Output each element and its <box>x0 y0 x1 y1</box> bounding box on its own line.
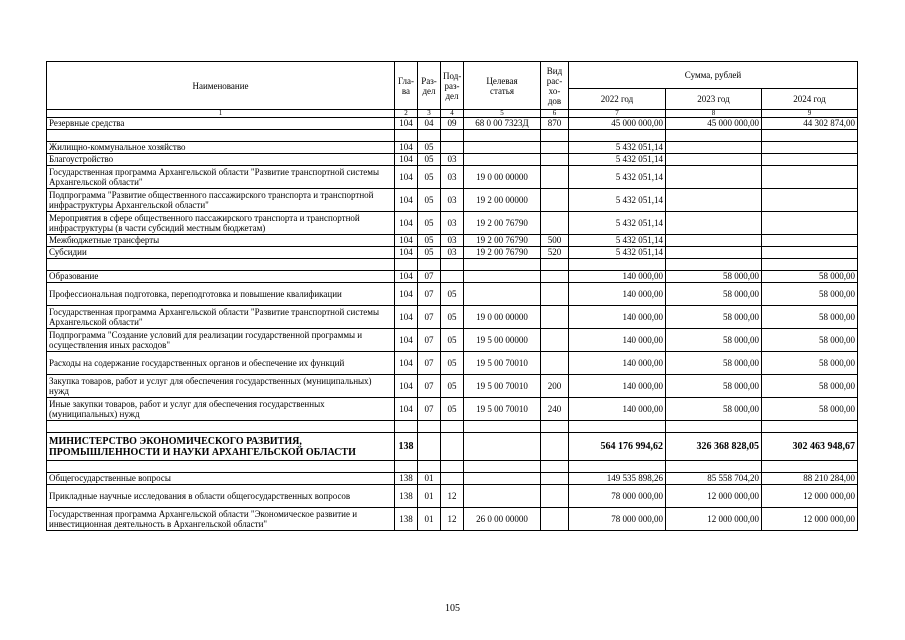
table-row <box>47 398 858 421</box>
empty-cell <box>762 259 858 271</box>
header-year-2022: 2022 год <box>569 89 666 110</box>
header-vid: Вид рас- хо- дов <box>541 62 569 110</box>
target-cell: 19 5 00 00000 <box>464 329 541 352</box>
glava-cell: 104 <box>395 283 418 306</box>
razdel-cell: 07 <box>418 306 441 329</box>
sum-2022-cell: 149 535 898,26 <box>569 473 666 485</box>
sum-2023-cell: 58 000,00 <box>666 283 762 306</box>
sum-2023-cell: 58 000,00 <box>666 398 762 421</box>
podrazdel-cell <box>441 433 464 461</box>
empty-cell <box>418 421 441 433</box>
podrazdel-cell: 05 <box>441 375 464 398</box>
spacer-row <box>47 130 858 142</box>
glava-cell: 104 <box>395 235 418 247</box>
sum-2022-cell: 140 000,00 <box>569 352 666 375</box>
name-cell: Резервные средства <box>47 118 395 130</box>
target-cell: 19 0 00 00000 <box>464 306 541 329</box>
sum-2024-cell: 58 000,00 <box>762 329 858 352</box>
podrazdel-cell: 03 <box>441 154 464 166</box>
vid-cell: 240 <box>541 398 569 421</box>
target-cell: 19 5 00 70010 <box>464 375 541 398</box>
sum-2024-cell: 302 463 948,67 <box>762 433 858 461</box>
glava-cell: 104 <box>395 247 418 259</box>
header-target: Целевая статья <box>464 62 541 110</box>
vid-cell <box>541 352 569 375</box>
glava-cell: 104 <box>395 271 418 283</box>
empty-cell <box>666 259 762 271</box>
name-cell: Закупка товаров, работ и услуг для обеспечения государственных (муниципальных) нужд <box>47 375 395 398</box>
name-cell: Мероприятия в сфере общественного пассажирского транспорта и транспортной инфраструктуры (в части субсидий местным бюджетам) <box>47 212 395 235</box>
razdel-cell: 05 <box>418 142 441 154</box>
vid-cell <box>541 212 569 235</box>
razdel-cell: 05 <box>418 166 441 189</box>
sum-2024-cell <box>762 189 858 212</box>
header-name: Наименование <box>47 62 395 110</box>
empty-cell <box>569 259 666 271</box>
empty-cell <box>395 421 418 433</box>
empty-cell <box>47 259 395 271</box>
empty-cell <box>569 461 666 473</box>
empty-cell <box>569 130 666 142</box>
empty-cell <box>762 130 858 142</box>
podrazdel-cell: 03 <box>441 212 464 235</box>
sum-2022-cell: 5 432 051,14 <box>569 154 666 166</box>
empty-cell <box>464 421 541 433</box>
target-cell <box>464 433 541 461</box>
empty-cell <box>541 259 569 271</box>
vid-cell: 870 <box>541 118 569 130</box>
glava-cell: 104 <box>395 329 418 352</box>
razdel-cell: 05 <box>418 247 441 259</box>
spacer-row <box>47 259 858 271</box>
empty-cell <box>666 461 762 473</box>
table-row <box>47 247 858 259</box>
vid-cell <box>541 485 569 508</box>
sum-2023-cell: 58 000,00 <box>666 306 762 329</box>
target-cell <box>464 154 541 166</box>
glava-cell: 104 <box>395 118 418 130</box>
glava-cell: 138 <box>395 485 418 508</box>
empty-cell <box>762 421 858 433</box>
empty-cell <box>762 461 858 473</box>
name-cell: Субсидии <box>47 247 395 259</box>
vid-cell: 500 <box>541 235 569 247</box>
sum-2023-cell: 58 000,00 <box>666 352 762 375</box>
table-row <box>47 473 858 485</box>
razdel-cell: 07 <box>418 283 441 306</box>
empty-cell <box>541 130 569 142</box>
sum-2022-cell: 564 176 994,62 <box>569 433 666 461</box>
empty-cell <box>395 130 418 142</box>
sum-2024-cell: 12 000 000,00 <box>762 485 858 508</box>
column-number: 4 <box>441 110 464 118</box>
empty-cell <box>395 461 418 473</box>
podrazdel-cell: 05 <box>441 306 464 329</box>
column-number: 1 <box>47 110 395 118</box>
empty-cell <box>47 130 395 142</box>
column-number: 9 <box>762 110 858 118</box>
vid-cell <box>541 306 569 329</box>
podrazdel-cell: 12 <box>441 485 464 508</box>
header-glava: Гла- ва <box>395 62 418 110</box>
name-cell: Государственная программа Архангельской области "Экономическое развитие и инвестиционная деятельность в Архангельской области" <box>47 508 395 531</box>
vid-cell <box>541 283 569 306</box>
sum-2023-cell <box>666 235 762 247</box>
sum-2023-cell: 58 000,00 <box>666 329 762 352</box>
target-cell <box>464 283 541 306</box>
sum-2024-cell <box>762 154 858 166</box>
sum-2022-cell: 140 000,00 <box>569 398 666 421</box>
table-row <box>47 352 858 375</box>
table-row <box>47 283 858 306</box>
table-row <box>47 329 858 352</box>
table-row <box>47 433 858 461</box>
podrazdel-cell <box>441 142 464 154</box>
empty-cell <box>47 461 395 473</box>
razdel-cell: 07 <box>418 271 441 283</box>
target-cell: 19 2 00 76790 <box>464 247 541 259</box>
sum-2023-cell: 58 000,00 <box>666 375 762 398</box>
vid-cell: 200 <box>541 375 569 398</box>
table-row <box>47 485 858 508</box>
sum-2024-cell <box>762 247 858 259</box>
vid-cell <box>541 433 569 461</box>
empty-cell <box>47 421 395 433</box>
sum-2023-cell: 326 368 828,05 <box>666 433 762 461</box>
header-podrazdel: Под- раз- дел <box>441 62 464 110</box>
sum-2023-cell: 12 000 000,00 <box>666 485 762 508</box>
razdel-cell <box>418 433 441 461</box>
column-number-row <box>47 110 858 118</box>
sum-2023-cell <box>666 154 762 166</box>
sum-2024-cell: 88 210 284,00 <box>762 473 858 485</box>
empty-cell <box>418 259 441 271</box>
header-razdel: Раз- дел <box>418 62 441 110</box>
sum-2023-cell <box>666 166 762 189</box>
podrazdel-cell: 12 <box>441 508 464 531</box>
sum-2022-cell: 140 000,00 <box>569 271 666 283</box>
podrazdel-cell: 05 <box>441 398 464 421</box>
razdel-cell: 05 <box>418 189 441 212</box>
table-row <box>47 118 858 130</box>
column-number: 8 <box>666 110 762 118</box>
sum-2024-cell: 58 000,00 <box>762 271 858 283</box>
glava-cell: 104 <box>395 189 418 212</box>
sum-2024-cell <box>762 235 858 247</box>
podrazdel-cell: 03 <box>441 166 464 189</box>
glava-cell: 138 <box>395 508 418 531</box>
name-cell: Профессиональная подготовка, переподготовка и повышение квалификации <box>47 283 395 306</box>
podrazdel-cell <box>441 473 464 485</box>
page-number: 105 <box>445 603 460 614</box>
razdel-cell: 01 <box>418 473 441 485</box>
empty-cell <box>666 130 762 142</box>
sum-2024-cell: 58 000,00 <box>762 283 858 306</box>
column-number: 3 <box>418 110 441 118</box>
vid-cell <box>541 166 569 189</box>
vid-cell <box>541 271 569 283</box>
table-row <box>47 306 858 329</box>
empty-cell <box>395 259 418 271</box>
sum-2023-cell: 85 558 704,20 <box>666 473 762 485</box>
glava-cell: 138 <box>395 473 418 485</box>
podrazdel-cell <box>441 271 464 283</box>
vid-cell: 520 <box>541 247 569 259</box>
name-cell: Расходы на содержание государственных органов и обеспечение их функций <box>47 352 395 375</box>
sum-2022-cell: 78 000 000,00 <box>569 485 666 508</box>
razdel-cell: 07 <box>418 329 441 352</box>
sum-2023-cell <box>666 142 762 154</box>
name-cell: Государственная программа Архангельской области "Развитие транспортной системы Архангельской области" <box>47 306 395 329</box>
target-cell: 19 5 00 70010 <box>464 398 541 421</box>
empty-cell <box>541 461 569 473</box>
podrazdel-cell: 09 <box>441 118 464 130</box>
sum-2023-cell: 12 000 000,00 <box>666 508 762 531</box>
table-row <box>47 235 858 247</box>
table-row <box>47 189 858 212</box>
empty-cell <box>464 130 541 142</box>
sum-2024-cell <box>762 142 858 154</box>
sum-2024-cell <box>762 212 858 235</box>
column-number: 6 <box>541 110 569 118</box>
empty-cell <box>464 259 541 271</box>
sum-2023-cell: 58 000,00 <box>666 271 762 283</box>
sum-2024-cell: 58 000,00 <box>762 306 858 329</box>
table-row <box>47 508 858 531</box>
empty-cell <box>441 259 464 271</box>
razdel-cell: 07 <box>418 352 441 375</box>
spacer-row <box>47 421 858 433</box>
vid-cell <box>541 154 569 166</box>
glava-cell: 104 <box>395 142 418 154</box>
glava-cell: 104 <box>395 306 418 329</box>
sum-2024-cell: 58 000,00 <box>762 352 858 375</box>
glava-cell: 104 <box>395 352 418 375</box>
razdel-cell: 01 <box>418 508 441 531</box>
sum-2022-cell: 45 000 000,00 <box>569 118 666 130</box>
header-year-2024: 2024 год <box>762 89 858 110</box>
glava-cell: 104 <box>395 375 418 398</box>
podrazdel-cell: 05 <box>441 352 464 375</box>
podrazdel-cell: 03 <box>441 247 464 259</box>
podrazdel-cell: 05 <box>441 329 464 352</box>
empty-cell <box>418 461 441 473</box>
column-number: 7 <box>569 110 666 118</box>
podrazdel-cell: 05 <box>441 283 464 306</box>
sum-2022-cell: 5 432 051,14 <box>569 247 666 259</box>
target-cell: 19 0 00 00000 <box>464 166 541 189</box>
name-cell: Общегосударственные вопросы <box>47 473 395 485</box>
sum-2022-cell: 5 432 051,14 <box>569 189 666 212</box>
target-cell: 26 0 00 00000 <box>464 508 541 531</box>
sum-2024-cell: 12 000 000,00 <box>762 508 858 531</box>
target-cell: 68 0 00 7323Д <box>464 118 541 130</box>
razdel-cell: 01 <box>418 485 441 508</box>
sum-2022-cell: 140 000,00 <box>569 306 666 329</box>
vid-cell <box>541 189 569 212</box>
table-row <box>47 166 858 189</box>
sum-2022-cell: 140 000,00 <box>569 283 666 306</box>
target-cell <box>464 142 541 154</box>
column-number: 2 <box>395 110 418 118</box>
razdel-cell: 04 <box>418 118 441 130</box>
glava-cell: 104 <box>395 154 418 166</box>
name-cell: Прикладные научные исследования в области общегосударственных вопросов <box>47 485 395 508</box>
empty-cell <box>541 421 569 433</box>
vid-cell <box>541 329 569 352</box>
target-cell: 19 5 00 70010 <box>464 352 541 375</box>
sum-2023-cell <box>666 189 762 212</box>
header-sum: Сумма, рублей <box>569 62 858 89</box>
empty-cell <box>441 421 464 433</box>
empty-cell <box>441 461 464 473</box>
empty-cell <box>464 461 541 473</box>
sum-2024-cell: 58 000,00 <box>762 398 858 421</box>
budget-table <box>46 61 858 531</box>
sum-2022-cell: 5 432 051,14 <box>569 166 666 189</box>
column-number: 5 <box>464 110 541 118</box>
name-cell: Подпрограмма "Развитие общественного пассажирского транспорта и транспортной инфраструктуры Архангельской области" <box>47 189 395 212</box>
vid-cell <box>541 473 569 485</box>
target-cell <box>464 473 541 485</box>
target-cell: 19 2 00 76790 <box>464 235 541 247</box>
razdel-cell: 05 <box>418 154 441 166</box>
razdel-cell: 07 <box>418 398 441 421</box>
table-row <box>47 271 858 283</box>
name-cell: Иные закупки товаров, работ и услуг для обеспечения государственных (муниципальных) нужд <box>47 398 395 421</box>
vid-cell <box>541 142 569 154</box>
sum-2024-cell <box>762 166 858 189</box>
razdel-cell: 05 <box>418 212 441 235</box>
table-row <box>47 154 858 166</box>
glava-cell: 104 <box>395 166 418 189</box>
target-cell <box>464 271 541 283</box>
glava-cell: 104 <box>395 398 418 421</box>
sum-2022-cell: 140 000,00 <box>569 375 666 398</box>
table-row <box>47 142 858 154</box>
name-cell: Образование <box>47 271 395 283</box>
name-cell: МИНИСТЕРСТВО ЭКОНОМИЧЕСКОГО РАЗВИТИЯ, ПРОМЫШЛЕННОСТИ И НАУКИ АРХАНГЕЛЬСКОЙ ОБЛАСТИ <box>47 433 395 461</box>
razdel-cell: 05 <box>418 235 441 247</box>
sum-2022-cell: 5 432 051,14 <box>569 212 666 235</box>
sum-2022-cell: 140 000,00 <box>569 329 666 352</box>
vid-cell <box>541 508 569 531</box>
empty-cell <box>418 130 441 142</box>
glava-cell: 104 <box>395 212 418 235</box>
name-cell: Благоустройство <box>47 154 395 166</box>
sum-2022-cell: 5 432 051,14 <box>569 235 666 247</box>
name-cell: Подпрограмма "Создание условий для реализации государственной программы и осуществления иных расходов" <box>47 329 395 352</box>
razdel-cell: 07 <box>418 375 441 398</box>
sum-2022-cell: 78 000 000,00 <box>569 508 666 531</box>
spacer-row <box>47 461 858 473</box>
sum-2024-cell: 58 000,00 <box>762 375 858 398</box>
sum-2023-cell <box>666 212 762 235</box>
name-cell: Государственная программа Архангельской области "Развитие транспортной системы Архангельской области" <box>47 166 395 189</box>
empty-cell <box>441 130 464 142</box>
table-row <box>47 212 858 235</box>
sum-2022-cell: 5 432 051,14 <box>569 142 666 154</box>
sum-2023-cell: 45 000 000,00 <box>666 118 762 130</box>
empty-cell <box>569 421 666 433</box>
glava-cell: 138 <box>395 433 418 461</box>
target-cell: 19 2 00 76790 <box>464 212 541 235</box>
name-cell: Жилищно-коммунальное хозяйство <box>47 142 395 154</box>
table-body <box>47 62 858 531</box>
sum-2024-cell: 44 302 874,00 <box>762 118 858 130</box>
name-cell: Межбюджетные трансферты <box>47 235 395 247</box>
table-row <box>47 375 858 398</box>
podrazdel-cell: 03 <box>441 235 464 247</box>
target-cell: 19 2 00 00000 <box>464 189 541 212</box>
target-cell <box>464 485 541 508</box>
podrazdel-cell: 03 <box>441 189 464 212</box>
sum-2023-cell <box>666 247 762 259</box>
empty-cell <box>666 421 762 433</box>
header-year-2023: 2023 год <box>666 89 762 110</box>
